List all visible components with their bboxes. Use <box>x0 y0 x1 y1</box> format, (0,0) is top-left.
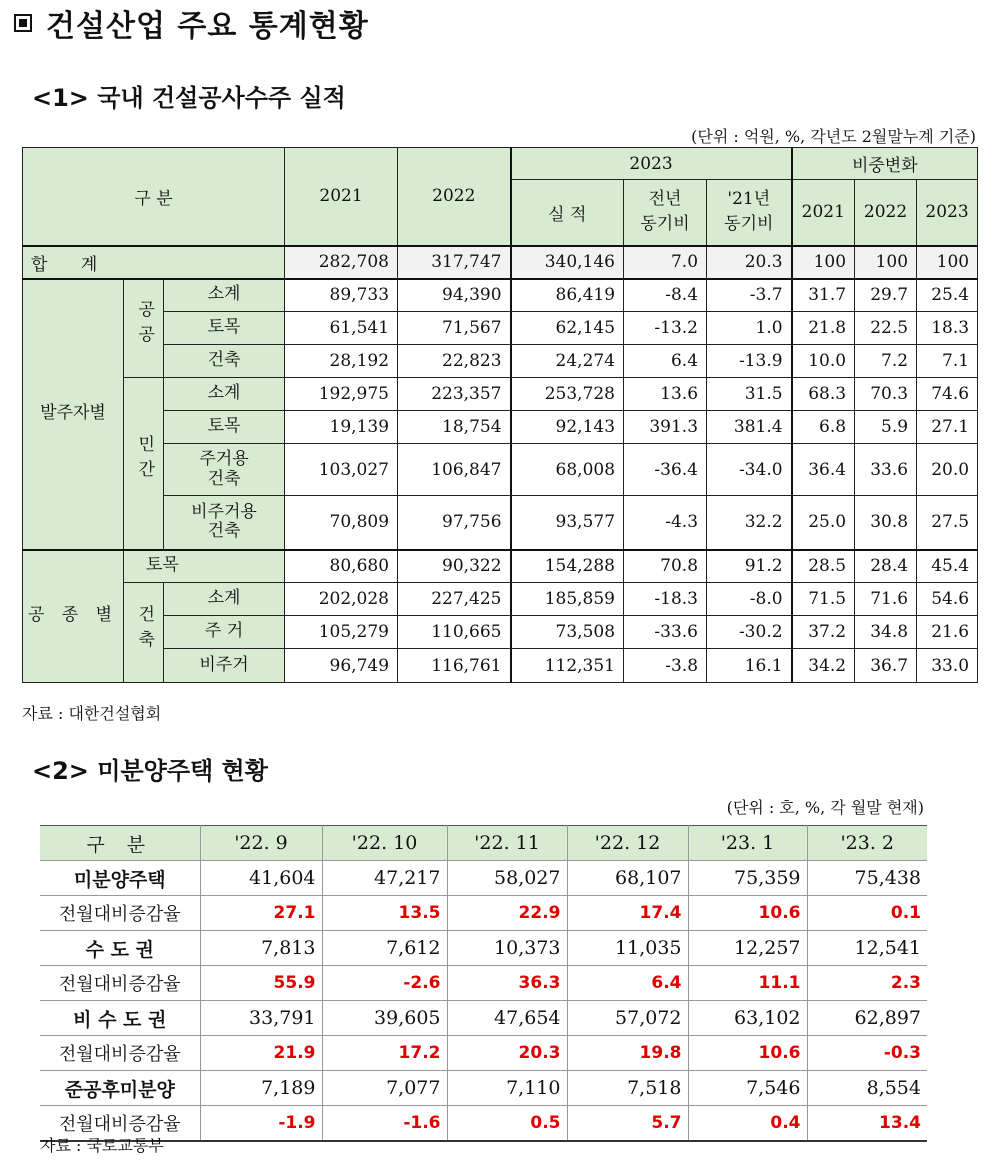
cell: 100 <box>917 246 978 279</box>
count-cell: 7,189 <box>200 1071 322 1106</box>
table-row <box>40 896 927 931</box>
section2-source: 자료 : 국토교통부 <box>40 1136 164 1155</box>
row-label: 소계 <box>164 378 285 411</box>
count-cell: 68,107 <box>567 861 688 896</box>
rate-cell: 0.5 <box>447 1106 567 1142</box>
cell: 6.8 <box>792 411 855 444</box>
cell: 45.4 <box>917 550 978 583</box>
row-label: 토목 <box>124 550 285 583</box>
cell: 20.3 <box>707 246 792 279</box>
cell: 32.2 <box>707 496 792 550</box>
rate-cell: -2.6 <box>322 966 447 1001</box>
cell: 36.7 <box>855 649 917 683</box>
cell: 91.2 <box>707 550 792 583</box>
cell: 391.3 <box>624 411 707 444</box>
cell: 100 <box>855 246 917 279</box>
construction-orders-table <box>22 147 978 683</box>
header-share: 비중변화 <box>792 148 978 180</box>
cell: 89,733 <box>285 279 398 312</box>
row-label: 비 수 도 권 <box>40 1001 200 1036</box>
count-cell: 11,035 <box>567 931 688 966</box>
cell: 25.4 <box>917 279 978 312</box>
row-label: 주 거 <box>164 616 285 649</box>
count-cell: 12,541 <box>807 931 927 966</box>
rate-cell: 19.8 <box>567 1036 688 1071</box>
header-share-2022: 2022 <box>855 180 917 246</box>
row-label: 소계 <box>164 279 285 312</box>
count-cell: 58,027 <box>447 861 567 896</box>
cell: -13.9 <box>707 345 792 378</box>
cell: 202,028 <box>285 583 398 616</box>
cell: 34.8 <box>855 616 917 649</box>
cell: -36.4 <box>624 444 707 496</box>
rate-cell: -0.3 <box>807 1036 927 1071</box>
cell: 33.0 <box>917 649 978 683</box>
row-label: 전월대비증감율 <box>40 1106 200 1142</box>
count-cell: 63,102 <box>688 1001 807 1036</box>
cell: -8.4 <box>624 279 707 312</box>
cell: 18.3 <box>917 312 978 345</box>
rate-cell: 0.4 <box>688 1106 807 1142</box>
count-cell: 75,438 <box>807 861 927 896</box>
cell: 34.2 <box>792 649 855 683</box>
cell: 5.9 <box>855 411 917 444</box>
row-label: 비주거 <box>164 649 285 683</box>
table-row <box>23 411 978 444</box>
cell: 37.2 <box>792 616 855 649</box>
section1-source: 자료 : 대한건설협회 <box>22 704 162 723</box>
cell: 7.1 <box>917 345 978 378</box>
row-label: 주거용 건축 <box>164 444 285 496</box>
cell: 36.4 <box>792 444 855 496</box>
rate-cell: 20.3 <box>447 1036 567 1071</box>
header-share-2021: 2021 <box>792 180 855 246</box>
rate-cell: 10.6 <box>688 1036 807 1071</box>
cell: 317,747 <box>398 246 511 279</box>
cell: 22,823 <box>398 345 511 378</box>
cell: 185,859 <box>511 583 624 616</box>
cell: 31.7 <box>792 279 855 312</box>
cell: 13.6 <box>624 378 707 411</box>
cell: 16.1 <box>707 649 792 683</box>
cell: 116,761 <box>398 649 511 683</box>
cell: 103,027 <box>285 444 398 496</box>
header-2021: 2021 <box>285 148 398 246</box>
cell: 110,665 <box>398 616 511 649</box>
rate-cell: 22.9 <box>447 896 567 931</box>
rate-cell: 5.7 <box>567 1106 688 1142</box>
rate-cell: 0.1 <box>807 896 927 931</box>
rate-cell: 17.2 <box>322 1036 447 1071</box>
count-cell: 33,791 <box>200 1001 322 1036</box>
cell: 223,357 <box>398 378 511 411</box>
row-label: 건축 <box>164 345 285 378</box>
cell: 74.6 <box>917 378 978 411</box>
cell: 29.7 <box>855 279 917 312</box>
cell: -8.0 <box>707 583 792 616</box>
row-label: 수 도 권 <box>40 931 200 966</box>
cell: 381.4 <box>707 411 792 444</box>
cell: 19,139 <box>285 411 398 444</box>
cell: 154,288 <box>511 550 624 583</box>
row-group-building: 건축 <box>124 583 164 683</box>
rate-cell: 13.5 <box>322 896 447 931</box>
cell: 27.1 <box>917 411 978 444</box>
header-2022: 2022 <box>398 148 511 246</box>
table-row <box>23 312 978 345</box>
cell: 253,728 <box>511 378 624 411</box>
cell: 6.4 <box>624 345 707 378</box>
cell: 96,749 <box>285 649 398 683</box>
count-cell: 7,612 <box>322 931 447 966</box>
cell: 68.3 <box>792 378 855 411</box>
count-cell: 47,654 <box>447 1001 567 1036</box>
cell: 340,146 <box>511 246 624 279</box>
cell: 62,145 <box>511 312 624 345</box>
cell: 7.0 <box>624 246 707 279</box>
cell: 94,390 <box>398 279 511 312</box>
cell: 28,192 <box>285 345 398 378</box>
row-group-private: 민간 <box>124 378 164 550</box>
cell: 21.6 <box>917 616 978 649</box>
cell: 7.2 <box>855 345 917 378</box>
row-group-public: 공공 <box>124 279 164 378</box>
section1-title: <1> 국내 건설공사수주 실적 <box>32 84 346 112</box>
cell: 80,680 <box>285 550 398 583</box>
cell: -30.2 <box>707 616 792 649</box>
table-row <box>23 345 978 378</box>
rate-cell: 21.9 <box>200 1036 322 1071</box>
cell: 71,567 <box>398 312 511 345</box>
rate-cell: -1.9 <box>200 1106 322 1142</box>
cell: 22.5 <box>855 312 917 345</box>
cell: -34.0 <box>707 444 792 496</box>
count-cell: 41,604 <box>200 861 322 896</box>
rate-cell: 11.1 <box>688 966 807 1001</box>
cell: 24,274 <box>511 345 624 378</box>
row-label-total: 합 계 <box>23 246 285 279</box>
header-month: '22. 9 <box>200 826 322 861</box>
row-label: 전월대비증감율 <box>40 966 200 1001</box>
cell: 25.0 <box>792 496 855 550</box>
cell: 31.5 <box>707 378 792 411</box>
table-row <box>40 1036 927 1071</box>
cell: 21.8 <box>792 312 855 345</box>
table-row <box>23 444 978 496</box>
row-label: 토목 <box>164 312 285 345</box>
cell: 54.6 <box>917 583 978 616</box>
count-cell: 7,110 <box>447 1071 567 1106</box>
table-row <box>40 1071 927 1106</box>
table-row <box>40 931 927 966</box>
table-row <box>40 966 927 1001</box>
unsold-housing-table <box>40 825 927 1142</box>
cell: 90,322 <box>398 550 511 583</box>
cell: 68,008 <box>511 444 624 496</box>
cell: 18,754 <box>398 411 511 444</box>
row-label: 미분양주택 <box>40 861 200 896</box>
count-cell: 12,257 <box>688 931 807 966</box>
table-row <box>23 550 978 583</box>
row-label: 비주거용 건축 <box>164 496 285 550</box>
header-month: '23. 2 <box>807 826 927 861</box>
header-2023: 2023 <box>511 148 792 180</box>
table-header-row <box>40 826 927 861</box>
header-month: '22. 10 <box>322 826 447 861</box>
cell: -13.2 <box>624 312 707 345</box>
cell: 70,809 <box>285 496 398 550</box>
rate-cell: -1.6 <box>322 1106 447 1142</box>
header-month: '22. 12 <box>567 826 688 861</box>
cell: 71.5 <box>792 583 855 616</box>
table-row <box>23 616 978 649</box>
row-group-by-work: 공 종 별 <box>23 550 124 683</box>
table-row <box>23 583 978 616</box>
table-row-total <box>23 246 978 279</box>
header-share-2023: 2023 <box>917 180 978 246</box>
cell: -18.3 <box>624 583 707 616</box>
cell: 27.5 <box>917 496 978 550</box>
cell: 93,577 <box>511 496 624 550</box>
count-cell: 62,897 <box>807 1001 927 1036</box>
table-row <box>40 1106 927 1142</box>
cell: -33.6 <box>624 616 707 649</box>
cell: 73,508 <box>511 616 624 649</box>
cell: 28.5 <box>792 550 855 583</box>
header-month: '22. 11 <box>447 826 567 861</box>
header-gubun: 구 분 <box>40 826 200 861</box>
square-bullet-icon <box>14 14 32 32</box>
row-label: 토목 <box>164 411 285 444</box>
cell: 227,425 <box>398 583 511 616</box>
cell: 70.3 <box>855 378 917 411</box>
cell: 61,541 <box>285 312 398 345</box>
cell: 106,847 <box>398 444 511 496</box>
header-vs21: '21년 동기비 <box>707 180 792 246</box>
rate-cell: 17.4 <box>567 896 688 931</box>
table-row <box>40 861 927 896</box>
cell: 92,143 <box>511 411 624 444</box>
count-cell: 8,554 <box>807 1071 927 1106</box>
table-row <box>40 1001 927 1036</box>
cell: 10.0 <box>792 345 855 378</box>
count-cell: 39,605 <box>322 1001 447 1036</box>
header-month: '23. 1 <box>688 826 807 861</box>
table-row <box>23 279 978 312</box>
section2-title: <2> 미분양주택 현황 <box>32 757 268 785</box>
section1-unit: (단위 : 억원, %, 각년도 2월말누계 기준) <box>691 127 976 146</box>
cell: 105,279 <box>285 616 398 649</box>
count-cell: 57,072 <box>567 1001 688 1036</box>
rate-cell: 6.4 <box>567 966 688 1001</box>
rate-cell: 13.4 <box>807 1106 927 1142</box>
rate-cell: 55.9 <box>200 966 322 1001</box>
row-label: 준공후미분양 <box>40 1071 200 1106</box>
cell: 1.0 <box>707 312 792 345</box>
cell: 71.6 <box>855 583 917 616</box>
count-cell: 7,077 <box>322 1071 447 1106</box>
count-cell: 47,217 <box>322 861 447 896</box>
cell: 28.4 <box>855 550 917 583</box>
row-group-by-orderer: 발주자별 <box>23 279 124 550</box>
cell: 86,419 <box>511 279 624 312</box>
row-label: 전월대비증감율 <box>40 896 200 931</box>
rate-cell: 10.6 <box>688 896 807 931</box>
count-cell: 10,373 <box>447 931 567 966</box>
cell: 33.6 <box>855 444 917 496</box>
row-label: 소계 <box>164 583 285 616</box>
cell: 282,708 <box>285 246 398 279</box>
page-title <box>14 0 369 46</box>
header-yoy: 전년 동기비 <box>624 180 707 246</box>
rate-cell: 36.3 <box>447 966 567 1001</box>
table-row <box>23 496 978 550</box>
table-row <box>23 378 978 411</box>
cell: 70.8 <box>624 550 707 583</box>
rate-cell: 2.3 <box>807 966 927 1001</box>
header-actual: 실 적 <box>511 180 624 246</box>
cell: -4.3 <box>624 496 707 550</box>
cell: 20.0 <box>917 444 978 496</box>
cell: -3.7 <box>707 279 792 312</box>
count-cell: 7,813 <box>200 931 322 966</box>
count-cell: 7,518 <box>567 1071 688 1106</box>
cell: 100 <box>792 246 855 279</box>
rate-cell: 27.1 <box>200 896 322 931</box>
row-label: 전월대비증감율 <box>40 1036 200 1071</box>
cell: 112,351 <box>511 649 624 683</box>
cell: 97,756 <box>398 496 511 550</box>
cell: 30.8 <box>855 496 917 550</box>
cell: -3.8 <box>624 649 707 683</box>
section2-unit: (단위 : 호, %, 각 월말 현재) <box>726 798 924 817</box>
cell: 192,975 <box>285 378 398 411</box>
page-title-text: 건설산업 주요 통계현황 <box>46 9 369 44</box>
count-cell: 75,359 <box>688 861 807 896</box>
header-gubun: 구 분 <box>23 148 285 246</box>
table-row <box>23 649 978 683</box>
count-cell: 7,546 <box>688 1071 807 1106</box>
